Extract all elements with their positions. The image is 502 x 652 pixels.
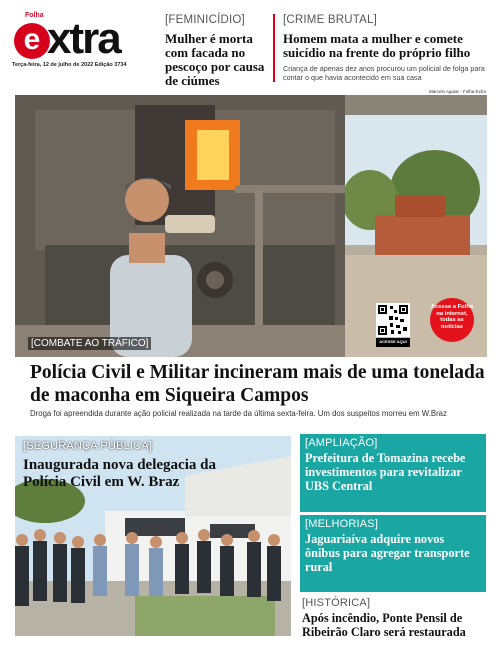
lead-headline[interactable]: Polícia Civil e Militar incineram mais de uma tonelada de maconha em Siqueira Campos: [30, 362, 485, 406]
top-story-femicide[interactable]: [165, 14, 265, 88]
secondary-headline[interactable]: Inaugurada nova delegacia da Polícia Civil em W. Braz: [23, 457, 216, 490]
photo-credit: Marcelo Aguiar - Folha Extra: [428, 89, 486, 94]
story-headline[interactable]: Após incêndio, Ponte Pensil de Ribeirão Claro será restaurada: [302, 611, 466, 639]
story-headline[interactable]: Prefeitura de Tomazina recebe investimentos para revitalizar UBS Central: [305, 451, 466, 493]
right-story-historica[interactable]: [300, 594, 490, 642]
masthead-logo[interactable]: [11, 12, 137, 66]
story-tag: [AMPLIAÇÃO]: [305, 437, 378, 449]
edition-dateline: Terça-feira, 12 de julho de 2022 Edição 3734: [12, 62, 127, 68]
incinerator-scene-illustration: [15, 95, 487, 357]
lead-tag: [COMBATE AO TRÁFICO]: [28, 337, 151, 350]
top-story-brutal-crime[interactable]: [283, 14, 495, 82]
logo-e-circle: e: [14, 23, 50, 59]
right-story-ampliacao[interactable]: [300, 434, 486, 512]
story-headline[interactable]: Mulher é morta com facada no pescoço por causa de ciúmes: [165, 31, 265, 88]
story-tag: [HISTÓRICA]: [302, 597, 371, 609]
logo-folha-text: Folha: [25, 12, 44, 19]
story-headline[interactable]: Homem mata a mulher e comete suicídio na frente do próprio filho: [283, 31, 471, 60]
lead-summary: Droga foi apreendida durante ação policial realizada na tarde da última sexta-feira. Um dos suspeitos morreu em W.Braz: [30, 409, 447, 418]
story-summary: Criança de apenas dez anos procurou um policial de folga para contar o que havia acontecido em sua casa: [283, 64, 485, 82]
secondary-story[interactable]: [15, 436, 291, 636]
column-divider: [273, 14, 275, 82]
right-story-melhorias[interactable]: [300, 515, 486, 592]
story-tag: [CRIME BRUTAL]: [283, 14, 377, 26]
story-tag: [MELHORIAS]: [305, 518, 379, 530]
secondary-tag: [SEGURANÇA PÚBLICA]: [23, 440, 153, 452]
promo-badge[interactable]: Acesse a Folha na internet, todas as notícias: [430, 298, 474, 342]
qr-code[interactable]: [376, 303, 410, 347]
story-headline[interactable]: Jaguariaíva adquire novos ônibus para agregar transporte rural: [305, 532, 470, 574]
logo-xtra-text: xtra: [47, 14, 120, 63]
story-tag: [FEMINICÍDIO]: [165, 14, 245, 26]
lead-photo[interactable]: [15, 95, 487, 357]
qr-caption: ACESSE AQUI: [379, 339, 407, 344]
